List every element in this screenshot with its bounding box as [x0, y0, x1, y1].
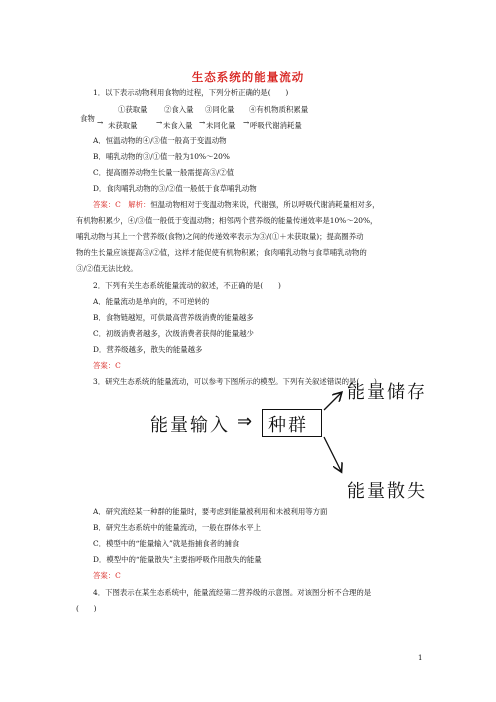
q1-explanation-line-2: 有机物积累少，④/③值一般低于变温动物；相邻两个营养级的能量传递效率是10%～20%，: [76, 216, 378, 225]
arrow-up-right-icon: [324, 393, 341, 410]
q1-explanation-line-1: 恒温动物相对于变温动物来说，代谢强，所以呼吸代谢消耗量相对多，: [150, 200, 380, 209]
top-flow-2: ②食入量: [164, 105, 194, 114]
top-flow-4: ④有机物质积累量: [249, 105, 309, 114]
q3-option-b: B．研究生态系统中的能量流动，一般在群体水平上: [93, 523, 262, 532]
q2-option-a: A．能量流动是单向的，不可逆转的: [93, 297, 210, 306]
model-center-label: 种群: [268, 415, 308, 436]
page-number: 1: [418, 654, 423, 662]
q1-answer-label: 答案：C 解析：: [93, 200, 151, 209]
q1-option-d: D．食肉哺乳动物的③/②值一般低于食草哺乳动物: [93, 184, 257, 193]
food-label: 食物: [80, 114, 95, 123]
q1-option-b: B．哺乳动物的③/①值一般为10%～20%: [93, 152, 230, 161]
bottom-flow-3: 未同化量: [206, 121, 236, 130]
q3-answer: 答案：C: [93, 571, 121, 580]
q2-option-c: C．初级消费者越多，次级消费者获得的能量越少: [93, 329, 254, 338]
bottom-flow-1: 未获取量: [108, 121, 138, 130]
double-arrow-icon: ⇒: [237, 411, 255, 432]
arrow-right-icon: →: [156, 118, 163, 127]
bottom-flow-2: 未食入量: [163, 121, 193, 130]
top-flow-1: ①获取量: [118, 105, 148, 114]
q1-option-a: A．恒温动物的④/③值一般高于变温动物: [93, 136, 227, 145]
q1-stem: 1．以下表示动物利用食物的过程，下列分析正确的是( ): [93, 88, 289, 97]
q1-option-c: C．提高圈养动物生长量一般需提高③/②值: [93, 168, 235, 177]
top-flow-3: ③同化量: [205, 105, 235, 114]
q2-answer: 答案：C: [93, 361, 121, 370]
model-input-label: 能量输入: [150, 415, 230, 436]
q1-explanation-line-5: ③/②值无法比较。: [76, 264, 138, 273]
q3-option-a: A．研究流经某一种群的能量时，要考虑到能量被利用和未被利用等方面: [93, 507, 328, 516]
arrow-right-icon: →: [97, 118, 104, 127]
bottom-flow-4: 呼吸代谢消耗量: [250, 121, 302, 130]
q3-option-c: C．模型中的“能量输入”就是指捕食者的捕食: [93, 539, 240, 548]
model-storage-label: 能量储存: [347, 382, 427, 403]
arrow-right-icon: →: [199, 118, 206, 127]
q4-stem: 4．下图表示在某生态系统中，能量流经第二营养级的示意图。对该图分析不合理的是: [93, 588, 372, 597]
arrow-down-right-icon: [324, 437, 341, 471]
q1-explanation-line-3: 哺乳动物与其上一个营养级(食物)之间的传递效率表示为③/(①＋未获取量)；提高圈养动: [76, 232, 364, 241]
q2-option-b: B．食物链越短，可供最高营养级消费的能量越多: [93, 313, 254, 322]
q2-stem: 2．下列有关生态系统能量流动的叙述，不正确的是( ): [93, 281, 281, 290]
arrow-right-icon: →: [243, 118, 250, 127]
q3-stem: 3．研究生态系统的能量流动，可以参考下图所示的模型。下列有关叙述错误的是( ): [93, 377, 377, 386]
q4-stem-continued: ( ): [76, 604, 97, 613]
q1-explanation-line-4: 物的生长量应该提高③/②值，这样才能促使有机物积累；食肉哺乳动物与食草哺乳动物的: [76, 248, 367, 257]
q2-option-d: D．营养级越多，散失的能量越多: [93, 345, 203, 354]
model-loss-label: 能量散失: [347, 481, 427, 502]
q3-option-d: D．模型中的“能量散失”主要指呼吸作用散失的能量: [93, 555, 262, 564]
page-title: 生态系统的能量流动: [191, 70, 305, 84]
